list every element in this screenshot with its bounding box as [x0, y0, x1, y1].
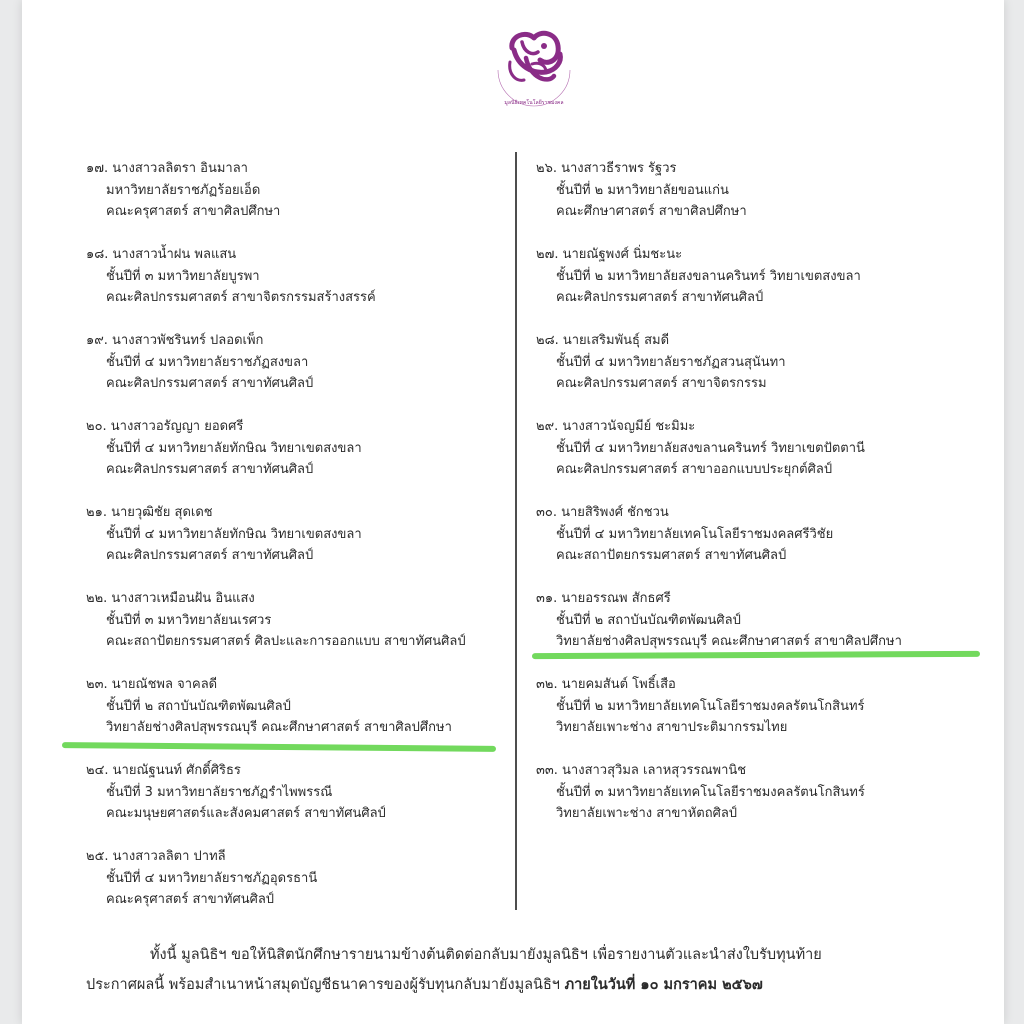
recipient-entry	[536, 330, 976, 416]
recipient-university: ชั้นปีที่ ๒ สถาบันบัณฑิตพัฒนศิลป์	[556, 612, 741, 628]
recipient-faculty: วิทยาลัยเพาะช่าง สาขาหัตถศิลป์	[556, 806, 738, 821]
recipient-faculty: คณะศึกษาศาสตร์ สาขาศิลปศึกษา	[556, 204, 747, 219]
recipient-entry	[86, 502, 526, 588]
footer-deadline: ภายในวันที่ ๑๐ มกราคม ๒๕๖๗	[564, 977, 763, 993]
recipient-entry	[86, 330, 526, 416]
recipient-entry	[536, 760, 976, 846]
recipient-entry	[536, 158, 976, 244]
announcement-footer	[86, 940, 956, 1000]
recipient-faculty: วิทยาลัยช่างศิลปสุพรรณบุรี คณะศึกษาศาสตร์ สาขาศิลปศึกษา	[106, 720, 452, 735]
recipient-university: ชั้นปีที่ ๔ มหาวิทยาลัยราชภัฏสงขลา	[106, 354, 309, 370]
recipient-entry	[86, 416, 526, 502]
recipient-faculty: คณะครุศาสตร์ สาขาทัศนศิลป์	[106, 892, 275, 907]
recipient-faculty: คณะศิลปกรรมศาสตร์ สาขาทัศนศิลป์	[556, 290, 764, 305]
recipient-university: ชั้นปีที่ ๒ มหาวิทยาลัยสงขลานครินทร์ วิทยาเขตสงขลา	[556, 268, 861, 284]
recipient-name: ๒๔. นายณัฐนนท์ ศักดิ์ศิริธร	[86, 763, 241, 778]
recipient-university: ชั้นปีที่ ๔ มหาวิทยาลัยราชภัฏอุดรธานี	[106, 870, 318, 886]
footer-line-2: ประกาศผลนี้ พร้อมสำเนาหน้าสมุดบัญชีธนาคารของผู้รับทุนกลับมายังมูลนิธิฯ	[86, 977, 560, 993]
recipient-faculty: วิทยาลัยช่างศิลปสุพรรณบุรี คณะศึกษาศาสตร์ สาขาศิลปศึกษา	[556, 634, 902, 649]
recipient-name: ๒๗. นายณัฐพงศ์ นิ่มชะนะ	[536, 247, 683, 262]
recipient-entry	[536, 502, 976, 588]
recipient-name: ๒๘. นายเสริมพันธุ์ สมดี	[536, 333, 670, 348]
recipient-name: ๒๙. นางสาวนัจญมีย์ ชะมิมะ	[536, 419, 696, 434]
recipient-list-left	[86, 158, 526, 932]
recipient-name: ๒๒. นางสาวเหมือนฝัน อินแสง	[86, 591, 255, 606]
recipient-faculty: คณะศิลปกรรมศาสตร์ สาขาทัศนศิลป์	[106, 376, 314, 391]
recipient-name: ๓๐. นายสิริพงศ์ ชักชวน	[536, 505, 669, 520]
recipient-university: ชั้นปีที่ ๔ มหาวิทยาลัยเทคโนโลยีราชมงคลศรีวิชัย	[556, 526, 834, 542]
foundation-logo-icon	[474, 18, 594, 110]
recipient-faculty: คณะศิลปกรรมศาสตร์ สาขาทัศนศิลป์	[106, 462, 314, 477]
recipient-university: ชั้นปีที่ 3 มหาวิทยาลัยราชภัฏรำไพพรรณี	[106, 784, 333, 800]
document-page	[22, 0, 1004, 1024]
recipient-name: ๓๑. นายอรรณพ สักธศรี	[536, 591, 671, 606]
recipient-university: ชั้นปีที่ ๓ มหาวิทยาลัยเทคโนโลยีราชมงคลรัตนโกสินทร์	[556, 784, 865, 800]
recipient-entry	[536, 674, 976, 760]
recipient-name: ๓๓. นางสาวสุวิมล เลาหสุวรรณพานิช	[536, 763, 747, 778]
recipient-university: ชั้นปีที่ ๔ มหาวิทยาลัยราชภัฏสวนสุนันทา	[556, 354, 786, 370]
recipient-university: ชั้นปีที่ ๒ มหาวิทยาลัยเทคโนโลยีราชมงคลรัตนโกสินทร์	[556, 698, 865, 714]
recipient-name: ๒๕. นางสาวลลิตา ปาทลี	[86, 849, 226, 864]
recipient-name: ๒๖. นางสาวธีราพร รัฐวร	[536, 161, 677, 176]
recipient-entry	[86, 158, 526, 244]
recipient-faculty: คณะมนุษยศาสตร์และสังคมศาสตร์ สาขาทัศนศิลป์	[106, 806, 386, 821]
recipient-university: ชั้นปีที่ ๓ มหาวิทยาลัยนเรศวร	[106, 612, 272, 628]
recipient-entry	[86, 760, 526, 846]
footer-line-1: ทั้งนี้ มูลนิธิฯ ขอให้นิสิตนักศึกษารายนามข้างต้นติดต่อกลับมายังมูลนิธิฯ เพื่อรายงานตัวและนำส่งใบรับทุนท้าย	[150, 947, 822, 963]
recipient-name: ๑๗. นางสาวลลิตรา อินมาลา	[86, 161, 248, 176]
recipient-name: ๒๑. นายวุฒิชัย สุดเดช	[86, 505, 213, 520]
recipient-faculty: คณะสถาปัตยกรรมศาสตร์ ศิลปะและการออกแบบ สาขาทัศนศิลป์	[106, 634, 466, 649]
recipient-faculty: คณะสถาปัตยกรรมศาสตร์ สาขาทัศนศิลป์	[556, 548, 787, 563]
recipient-name: ๑๙. นางสาวพัชรินทร์ ปลอดเพ็ก	[86, 333, 264, 348]
recipient-faculty: วิทยาลัยเพาะช่าง สาขาประติมากรรมไทย	[556, 720, 788, 735]
recipient-faculty: คณะครุศาสตร์ สาขาศิลปศึกษา	[106, 204, 281, 219]
recipient-faculty: คณะศิลปกรรมศาสตร์ สาขาทัศนศิลป์	[106, 548, 314, 563]
recipient-university: ชั้นปีที่ ๔ มหาวิทยาลัยทักษิณ วิทยาเขตสงขลา	[106, 440, 362, 456]
recipient-name: ๓๒. นายคมสันต์ โพธิ์เสือ	[536, 677, 676, 692]
recipient-entry	[86, 588, 526, 674]
recipient-faculty: คณะศิลปกรรมศาสตร์ สาขาจิตรกรรมสร้างสรรค์	[106, 290, 376, 305]
recipient-entry	[536, 416, 976, 502]
foundation-logo	[474, 18, 594, 110]
recipient-university: มหาวิทยาลัยราชภัฏร้อยเอ็ด	[106, 182, 261, 198]
recipient-university: ชั้นปีที่ ๒ มหาวิทยาลัยขอนแก่น	[556, 182, 729, 198]
recipient-faculty: คณะศิลปกรรมศาสตร์ สาขาออกแบบประยุกต์ศิลป์	[556, 462, 833, 477]
logo-arc-text: มูลนิธิเทคโนโลยีราชมงคล	[504, 100, 564, 106]
recipient-name: ๒๐. นางสาวอรัญญา ยอดศรี	[86, 419, 244, 434]
recipient-name: ๑๘. นางสาวน้ำฝน พลแสน	[86, 247, 237, 262]
recipient-university: ชั้นปีที่ ๓ มหาวิทยาลัยบูรพา	[106, 268, 260, 284]
recipient-entry	[86, 846, 526, 932]
recipient-university: ชั้นปีที่ ๒ สถาบันบัณฑิตพัฒนศิลป์	[106, 698, 291, 714]
recipient-university: ชั้นปีที่ ๔ มหาวิทยาลัยทักษิณ วิทยาเขตสงขลา	[106, 526, 362, 542]
recipient-entry	[86, 244, 526, 330]
recipient-entry	[536, 244, 976, 330]
recipient-faculty: คณะศิลปกรรมศาสตร์ สาขาจิตรกรรม	[556, 376, 767, 391]
recipient-name: ๒๓. นายณัชพล จาคลดี	[86, 677, 218, 692]
recipient-entry	[536, 588, 976, 674]
recipient-list-right	[536, 158, 976, 846]
recipient-university: ชั้นปีที่ ๔ มหาวิทยาลัยสงขลานครินทร์ วิทยาเขตปัตตานี	[556, 440, 865, 456]
